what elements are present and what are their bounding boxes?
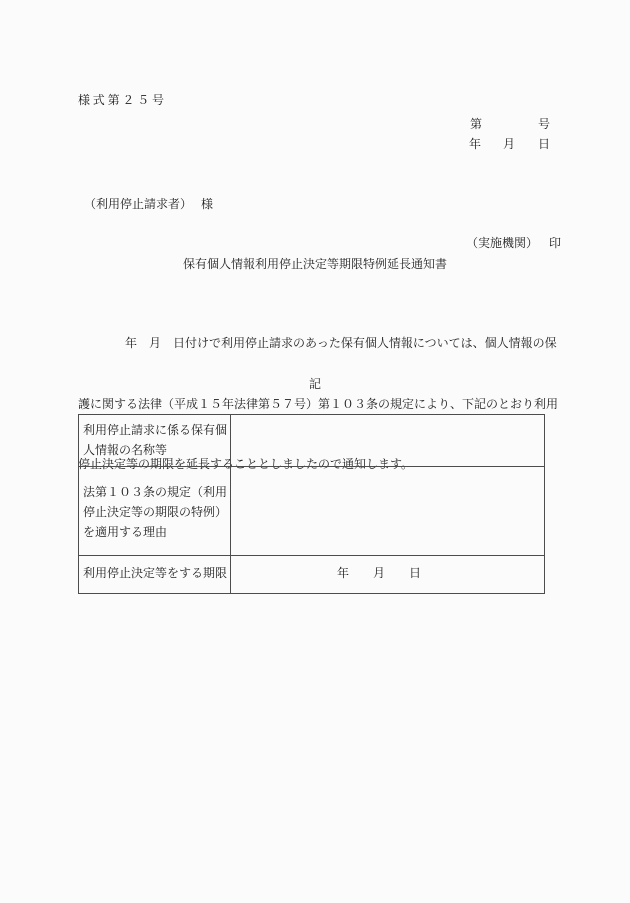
table-row xyxy=(79,556,545,594)
row-value-cell xyxy=(231,415,545,467)
doc-number-suffix: 号 xyxy=(538,117,551,131)
doc-number-prefix: 第 xyxy=(470,117,483,131)
date-month-label: 月 xyxy=(503,137,516,151)
row-label: 利用停止決定等をする期限 xyxy=(79,556,231,594)
row-label: 法第１０３条の規定（利用停止決定等の期限の特例）を適用する理由 xyxy=(79,467,231,556)
document-title: 保有個人情報利用停止決定等期限特例延長通知書 xyxy=(182,257,447,271)
date-day-label: 日 xyxy=(538,137,551,151)
deadline-year-label: 年 xyxy=(337,566,350,580)
addressee-line xyxy=(78,174,213,214)
notice-table xyxy=(78,414,545,594)
issuer-seal-label: 印 xyxy=(549,236,562,250)
form-number: 様式第２５号 xyxy=(78,93,167,107)
body-line: 護に関する法律（平成１５年法律第５７号）第１０３条の規定により、下記のとおり利用 xyxy=(78,396,559,411)
addressee-honorific: 様 xyxy=(201,197,214,211)
deadline-month-label: 月 xyxy=(373,566,386,580)
table-row xyxy=(79,467,545,556)
record-marker: 記 xyxy=(308,377,321,391)
table-row xyxy=(79,415,545,467)
deadline-day-label: 日 xyxy=(409,566,422,580)
date-year-label: 年 xyxy=(469,137,482,151)
row-label: 利用停止請求に係る保有個人情報の名称等 xyxy=(79,415,231,467)
row-value-cell xyxy=(231,467,545,556)
deadline-value-cell xyxy=(231,556,545,594)
body-line: 年 月 日付けで利用停止請求のあった保有個人情報については、個人情報の保 xyxy=(125,336,557,350)
body-line: 停止決定等の期限を延長することとしましたので通知します。 xyxy=(78,457,414,472)
issuer-label: （実施機関） xyxy=(466,236,539,250)
issuer-line xyxy=(460,213,561,253)
addressee-label: （利用停止請求者） xyxy=(84,197,193,211)
